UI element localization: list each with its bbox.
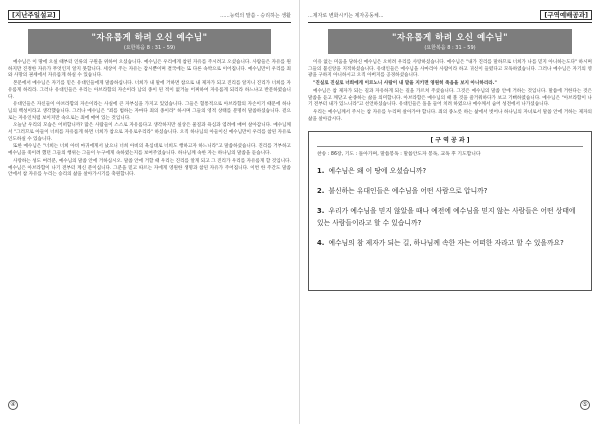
quoted-verse: "진실로 진실로 너희에게 이르노니 사람이 내 말을 지키면 영원히 죽음을 보지 아니하리라."	[313, 81, 497, 87]
study-scope: 찬송 : 86장, 기도 : 돌아가며, 말씀봉독 : 말씀안도자 봉독, 교독 후 기도합니다	[317, 152, 481, 158]
sermon-title: "자유롭게 하려 오신 예수님"	[91, 33, 208, 43]
question-text: 불신하는 유대인들은 예수님을 어떤 사람으로 압니까?	[328, 187, 488, 196]
paragraph: 본문에서 예수님은 자기를 믿은 유대인들에게 말씀하십니다. 너희가 내 말에 거하면 참으로 내 제자가 되고 진리를 알지니 진리가 너희를 자유롭게 하리라. 그러나 유대인들은 우리는 아브라함의 자손이라 남의 종이 된 적이 없거늘 어찌하여 자유롭게 되리라 하느냐고 반문하였습니다.	[8, 81, 291, 100]
lesson-title: "자유롭게 하려 오신 예수님"	[391, 33, 509, 43]
header-text: ...제자로 변화시키는 제자공동체...	[308, 12, 384, 19]
question-item	[317, 205, 583, 229]
paragraph: 오늘날 우리의 모습은 어떠합니까? 많은 사람들이 스스로 자유롭다고 생각하지만 실상은 물질과 욕심과 염려에 매여 살아갑니다. 예수님께서 "그러므로 아들이 너희를 자유롭게 하면 너희가 참으로 자유로우리라" 하셨습니다. 오직 하나님의 아들이신 예수님만이 우리를 참된 자유로 인도하실 수 있습니다.	[8, 123, 291, 142]
left-header	[8, 10, 291, 20]
paragraph: 사랑하는 성도 여러분, 예수님의 말씀 안에 거하십시오. 말씀 안에 거할 때 우리는 진리를 알게 되고 그 진리가 우리를 자유롭게 할 것입니다. 예수님은 아브라함이 나기 전부터 계신 분이십니다. 그분을 믿고 따르는 자에게 영원한 생명과 참된 자유가 주어집니다. 이번 한 주간도 말씀 안에서 참 자유를 누리는 승리의 삶을 살아가시기를 축원합니다.	[8, 158, 291, 178]
question-item	[317, 185, 583, 197]
scripture-reference: (요한복음 8 : 31 – 59)	[424, 45, 476, 51]
question-item	[317, 237, 583, 249]
header-rule	[8, 22, 291, 23]
question-text: 우리가 예수님을 믿지 않았을 때나 예전에 예수님을 믿지 않는 사람들은 어떤 상태에 있는 사람들이라고 할 수 있습니까?	[317, 207, 576, 228]
question-number: 2.	[317, 187, 325, 196]
study-title: [ 구 역 공 과 ]	[430, 137, 470, 145]
right-header	[308, 10, 592, 20]
page-number: ⑤	[580, 400, 590, 410]
section-tag: [지난주일설교]	[8, 10, 60, 20]
paragraph: 이유 없는 미움을 당하신 예수님은 오히려 우리를 사랑하셨습니다. 예수님은 "내가 진리를 말하므로 너희가 나를 믿지 아니하는도다" 하시며 그들의 불신앙을 지적하셨습니다. 유대인들은 예수님을 사마리아 사람이라 하고 귀신이 들렸다고 모독하였습니다. 그러나 예수님은 자기의 영광을 구하지 아니하시고 오직 아버지를 공경하셨습니다.	[308, 60, 592, 79]
paragraph: 예수님은 참 제자가 되는 길과 자유하게 되는 길을 가르쳐 주셨습니다. 그것은 예수님의 말씀 안에 거하는 것입니다. 말씀에 거한다는 것은 말씀을 듣고 깨닫고 순종하는 삶을 의미합니다. 아브라함은 예수님의 때 볼 것을 즐거워하다가 보고 기뻐하였습니다. 예수님은 "아브라함이 나기 전부터 내가 있느니라"고 선언하셨습니다. 유대인들은 돌을 들어 치려 하였으나 예수께서 숨어 성전에서 나가셨습니다.	[308, 88, 592, 108]
page-number: ④	[8, 400, 18, 410]
scripture-reference: (요한복음 8 : 31 – 59)	[123, 45, 176, 51]
sermon-title-box	[28, 29, 271, 54]
right-page	[300, 0, 600, 424]
paragraph: 예수님은 이 땅에 오실 때부터 인류의 구원을 위하여 오셨습니다. 예수님은 우리에게 참된 자유를 주시려고 오셨습니다. 사람들은 자유를 원하지만 진정한 자유가 무엇인지 알지 못합니다. 세상이 주는 자유는 잠시뿐이며 결국에는 또 다른 속박으로 이어집니다. 예수님만이 우리를 죄와 사망의 권세에서 자유롭게 하실 수 있습니다.	[8, 60, 291, 79]
paragraph: 우리는 예수님께서 주시는 참 자유를 누리며 살아가야 합니다. 죄의 종노릇 하는 삶에서 벗어나 하나님의 자녀로서 말씀 안에 거하는 제자의 삶을 살아갑시다.	[308, 109, 592, 122]
section-tag: [구역예배공과]	[540, 10, 592, 20]
paragraph: 또한 예수님은 "너희는 너희 아비 마귀에게서 났으니 너희 아비의 욕심대로 너희도 행하고자 하느니라"고 말씀하셨습니다. 진리를 거부하고 예수님을 죽이려 했던 그들의 행위는 그들이 누구에게 속하였는지를 보여주었습니다. 하나님께 속한 자는 하나님의 말씀을 듣습니다.	[8, 144, 291, 157]
question-number: 3.	[317, 207, 325, 216]
question-number: 4.	[317, 239, 325, 248]
question-item	[317, 165, 583, 177]
divider	[317, 146, 583, 147]
study-questions-box	[308, 131, 592, 291]
paragraph: 유대인들은 자신들이 아브라함의 자손이라는 사실에 큰 자부심을 가지고 있었습니다. 그들은 혈통적으로 아브라함의 자손이기 때문에 하나님의 백성이라고 생각했습니다. 그러나 예수님은 "죄를 범하는 자마다 죄의 종이라" 하시며 그들의 영적 상태를 분명히 말씀하셨습니다. 겉으로는 자유인처럼 보이지만 속으로는 죄에 매여 있는 것입니다.	[8, 102, 291, 121]
lesson-body	[308, 60, 592, 123]
header-text: ......능력의 말씀 - 승리하는 생활	[220, 12, 291, 19]
question-text: 예수님은 왜 이 땅에 오셨습니까?	[328, 167, 427, 176]
sermon-body	[8, 60, 291, 179]
lesson-title-box	[328, 29, 572, 54]
question-number: 1.	[317, 167, 325, 176]
header-rule	[308, 22, 592, 23]
question-text: 예수님의 참 제자가 되는 길, 하나님께 속한 자는 어떠한 자라고 할 수 있을까요?	[328, 239, 564, 248]
